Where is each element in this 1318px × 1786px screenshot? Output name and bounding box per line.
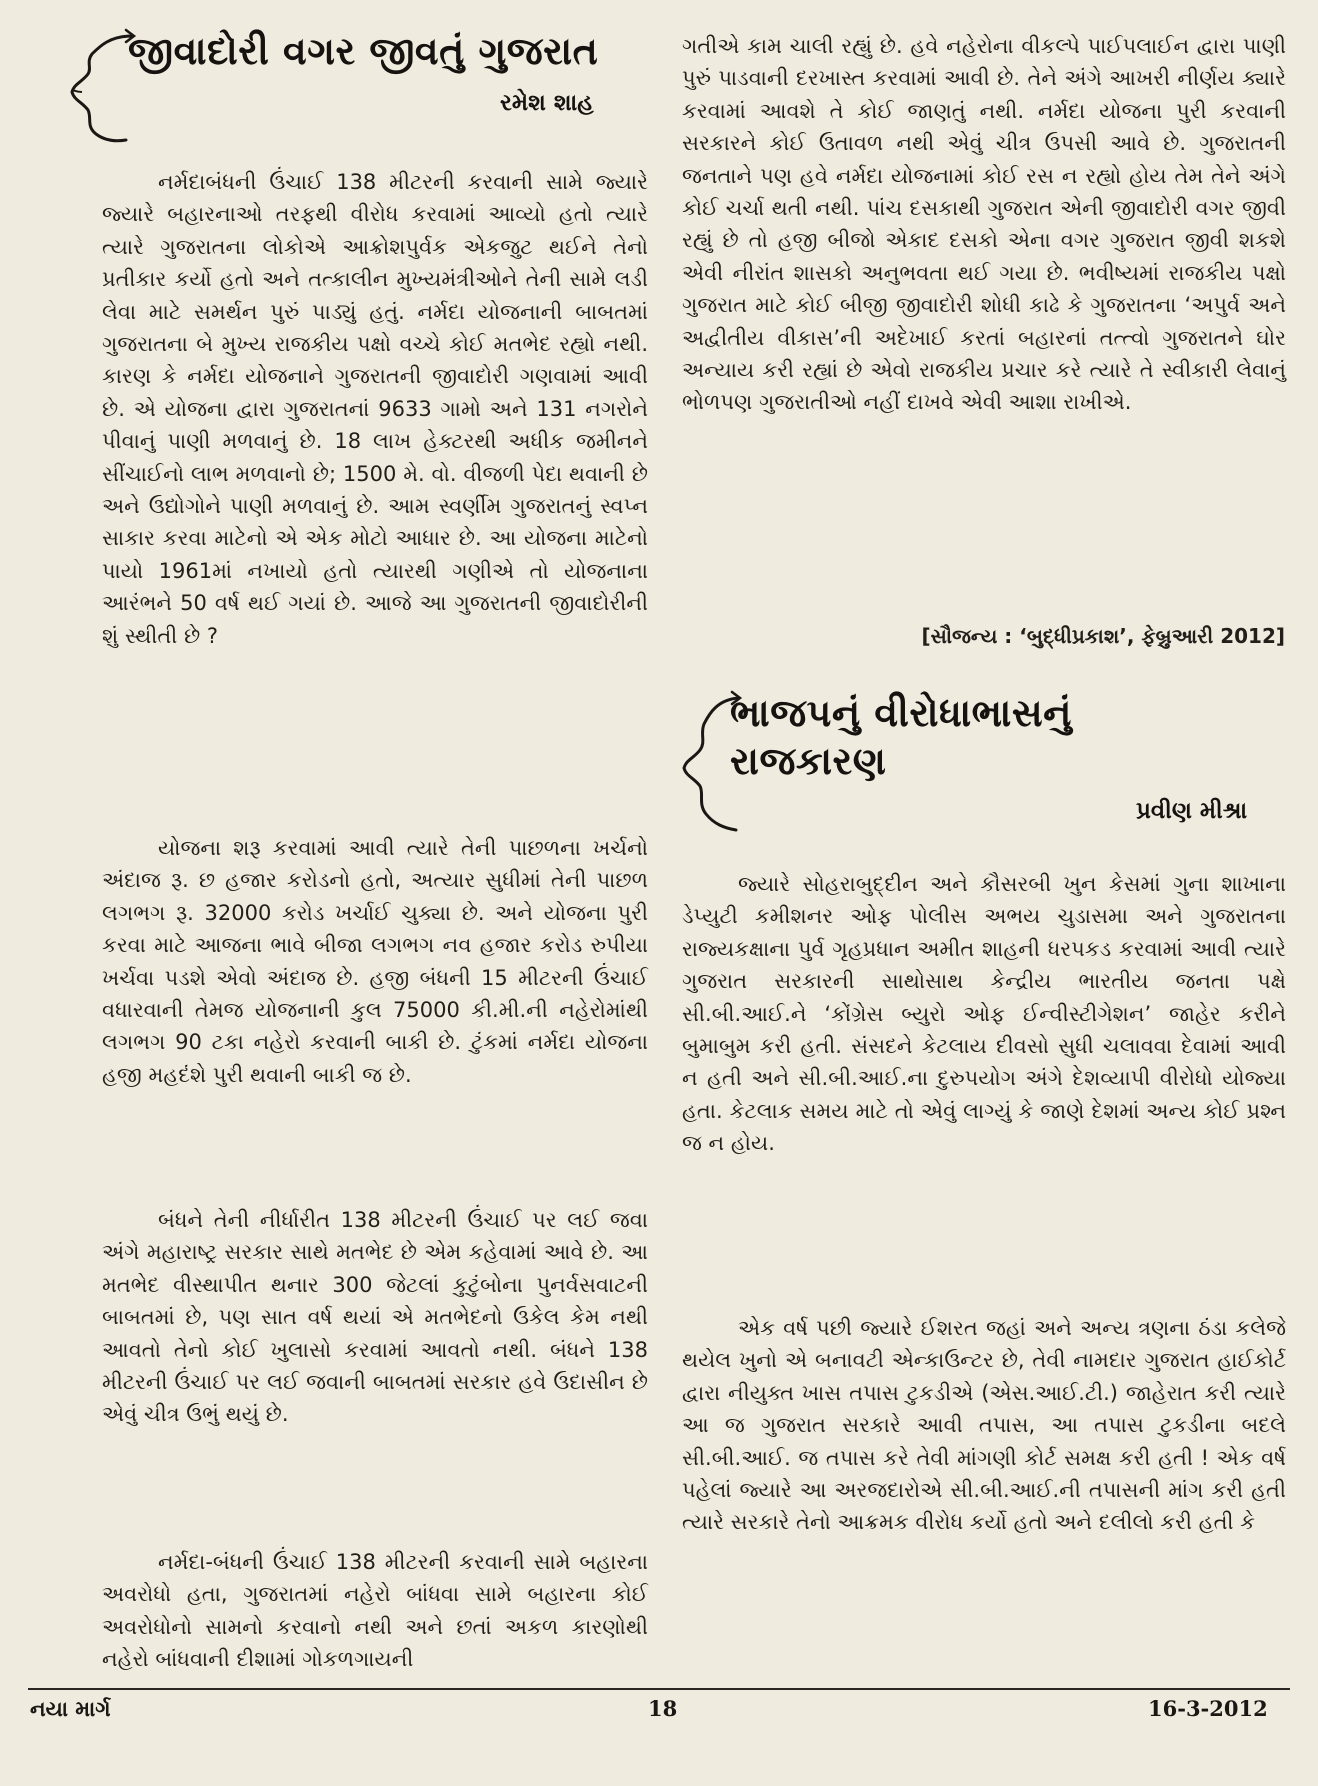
- article2-title-line-1: ભાજપનું વીરોધાભાસનું: [730, 691, 1072, 735]
- article1-header: [70, 22, 650, 152]
- article1-paragraph-5: ગતીએ કામ ચાલી રહ્યું છે. હવે નહેરોના વીકલ્પે પાઈપલાઈન દ્વારા પાણી પુરું પાડવાની દરખાસ્ત કરવામાં આવી છે. તેને અંગે આખરી નીર્ણય ક્યારે કરવામાં આવશે તે કોઈ જાણતું નથી. નર્મદા યોજના પુરી કરવાની સરકારને કોઈ ઉતાવળ નથી એવું ચીત્ર ઉપસી આવે છે. ગુજરાતની જનતાને પણ હવે નર્મદા યોજનામાં કોઈ રસ ન રહ્યો હોય તેમ તેને અંગે કોઈ ચર્ચા થતી નથી. પાંચ દસકાથી ગુજરાત એની જીવાદોરી વગર જીવી રહ્યું છે તો હજી બીજો એકાદ દસકો એના વગર ગુજરાત જીવી શકશે એવી નીરાંત શાસકો અનુભવતા થઈ ગયા છે. ભવીષ્યમાં રાજકીય પક્ષો ગુજરાત માટે કોઈ બીજી જીવાદોરી શોધી કાઢે કે ગુજરાતના ‘અપુર્વ અને અદ્વીતીય વીકાસ’ની અદેખાઈ કરતાં બહારનાં તત્ત્વો ગુજરાતને ઘોર અન્યાય કરી રહ્યાં છે એવો રાજકીય પ્રચાર કરે ત્યારે તે સ્વીકારી લેવાનું ભોળપણ ગુજરાતીઓ નહીં દાખવે એવી આશા રાખીએ.: [682, 34, 1286, 415]
- article1-paragraph-3: બંધને તેની નીર્ધારીત 138 મીટરની ઉંચાઈ પર લઈ જવા અંગે મહારાષ્ટ્ર સરકાર સાથે મતભેદ છે એમ કહેવામાં આવે છે. આ મતભેદ વીસ્થાપીત થનાર 300 જેટલાં કુટુંબોના પુનર્વસવાટની બાબતમાં છે, પણ સાત વર્ષ થયાં એ મતભેદનો ઉકેલ કેમ નથી આવતો તેનો કોઈ ખુલાસો કરવામાં આવતો નથી. બંધને 138 મીટરની ઉંચાઈ પર લઈ જવાની બાબતમાં સરકાર હવે ઉદાસીન છે એવું ચીત્ર ઉભું થયું છે.: [102, 1208, 648, 1427]
- footer-divider: [28, 1688, 1290, 1690]
- article2-paragraph-1: જ્યારે સોહરાબુદ્દીન અને કૌસરબી ખુન કેસમાં ગુના શાખાના ડેપ્યુટી કમીશનર ઓફ પોલીસ અભય ચુડાસમા અને ગુજરાતના રાજ્યકક્ષાના પુર્વ ગૃહપ્રધાન અમીત શાહની ધરપકડ કરવામાં આવી ત્યારે ગુજરાત સરકારની સાથોસાથ કેન્દ્રીય ભારતીય જનતા પક્ષે સી.બી.આઈ.ને ‘કોંગ્રેસ બ્યુરો ઓફ ઈન્વીસ્ટીગેશન’ જાહેર કરીને બુમાબુમ કરી હતી. સંસદને કેટલાય દીવસો સુધી ચલાવવા દેવામાં આવી ન હતી અને સી.બી.આઈ.ના દુરુપયોગ અંગે દેશવ્યાપી વીરોધો યોજ્યા હતા. કેટલાક સમય માટે તો એવું લાગ્યું કે જાણે દેશમાં અન્ય કોઈ પ્રશ્ન જ ન હોય.: [682, 872, 1286, 1156]
- article2-author: પ્રવીણ મીશ્રા: [1136, 798, 1248, 824]
- article2-header: [682, 686, 1286, 856]
- article1-title: જીવાદોરી વગર જીવતું ગુજરાત: [128, 29, 599, 73]
- footer-date: 16-3-2012: [1148, 1696, 1268, 1721]
- article1-credit: [સૌજન્ય : ‘બુદ્ધીપ્રકાશ’, ફેબ્રુઆરી 2012]: [921, 624, 1285, 648]
- article1-paragraph-1: નર્મદાબંધની ઉંચાઈ 138 મીટરની કરવાની સામે જ્યારે જ્યારે બહારનાઓ તરફથી વીરોધ કરવામાં આવ્યો હતો ત્યારે ત્યારે ગુજરાતના લોકોએ આક્રોશપુર્વક એકજુટ થઈને તેનો પ્રતીકાર કર્યો હતો અને તત્કાલીન મુખ્યમંત્રીઓને તેની સામે લડી લેવા માટે સમર્થન પુરું પાડ્યું હતું. નર્મદા યોજનાની બાબતમાં ગુજરાતના બે મુખ્ય રાજકીય પક્ષો વચ્ચે કોઈ મતભેદ રહ્યો નથી. કારણ કે નર્મદા યોજનાને ગુજરાતની જીવાદોરી ગણવામાં આવી છે. એ યોજના દ્વારા ગુજરાતનાં 9633 ગામો અને 131 નગરોને પીવાનું પાણી મળવાનું છે. 18 લાખ હેક્ટરથી અધીક જમીનને સીંચાઈનો લાભ મળવાનો છે; 1500 મે. વો. વીજળી પેદા થવાની છે અને ઉદ્યોગોને પાણી મળવાનું છે. આમ સ્વર્ણીમ ગુજરાતનું સ્વપ્ન સાકાર કરવા માટેનો એ એક મોટો આધાર છે. આ યોજના માટેનો પાયો 1961માં નખાયો હતો ત્યારથી ગણીએ તો યોજનાના આરંભને 50 વર્ષ થઈ ગયાં છે. આજે આ ગુજરાતની જીવાદોરીની શું સ્થીતી છે ?: [102, 170, 648, 648]
- article1-author: રમેશ શાહ: [500, 90, 594, 116]
- footer-page-number: 18: [648, 1696, 678, 1721]
- article2-paragraph-2: એક વર્ષ પછી જ્યારે ઈશરત જહાં અને અન્ય ત્રણના ઠંડા કલેજે થયેલ ખુનો એ બનાવટી એન્કાઉન્ટર છે, તેવી નામદાર ગુજરાત હાઈકોર્ટ દ્વારા નીયુક્ત ખાસ તપાસ ટુકડીએ (એસ.આઈ.ટી.) જાહેરાત કરી ત્યારે આ જ ગુજરાત સરકારે આવી તપાસ, આ તપાસ ટુકડીના બદલે સી.બી.આઈ. જ તપાસ કરે તેવી માંગણી કોર્ટ સમક્ષ કરી હતી ! એક વર્ષ પહેલાં જ્યારે આ અરજદારોએ સી.બી.આઈ.ની તપાસની માંગ કરી હતી ત્યારે સરકારે તેનો આક્રમક વીરોધ કર્યો હતો અને દલીલો કરી હતી કે: [682, 1316, 1286, 1535]
- article1-paragraph-2: યોજના શરૂ કરવામાં આવી ત્યારે તેની પાછળના ખર્ચનો અંદાજ રૂ. છ હજાર કરોડનો હતો, અત્યાર સુધીમાં તેની પાછળ લગભગ રૂ. 32000 કરોડ ખર્ચાઈ ચુક્યા છે. અને યોજના પુરી કરવા માટે આજના ભાવે બીજા લગભગ નવ હજાર કરોડ રુપીયા ખર્ચવા પડશે એવો અંદાજ છે. હજી બંધની 15 મીટરની ઉંચાઈ વધારવાની તેમજ યોજનાની કુલ 75000 કી.મી.ની નહેરોમાંથી લગભગ 90 ટકા નહેરો કરવાની બાકી છે. ટુંકમાં નર્મદા યોજના હજી મહદંશે પુરી થવાની બાકી જ છે.: [102, 836, 648, 1087]
- article2-title-line-2: રાજકારણ: [730, 739, 887, 783]
- article1-paragraph-4: નર્મદા-બંધની ઉંચાઈ 138 મીટરની કરવાની સામે બહારના અવરોધો હતા, ગુજરાતમાં નહેરો બાંધવા સામે બહારના કોઈ અવરોધોનો સામનો કરવાનો નથી અને છતાં અકળ કારણોથી નહેરો બાંધવાની દીશામાં ગોકળગાયની: [102, 1550, 648, 1672]
- footer-publication: નયા માર્ગ: [30, 1696, 111, 1721]
